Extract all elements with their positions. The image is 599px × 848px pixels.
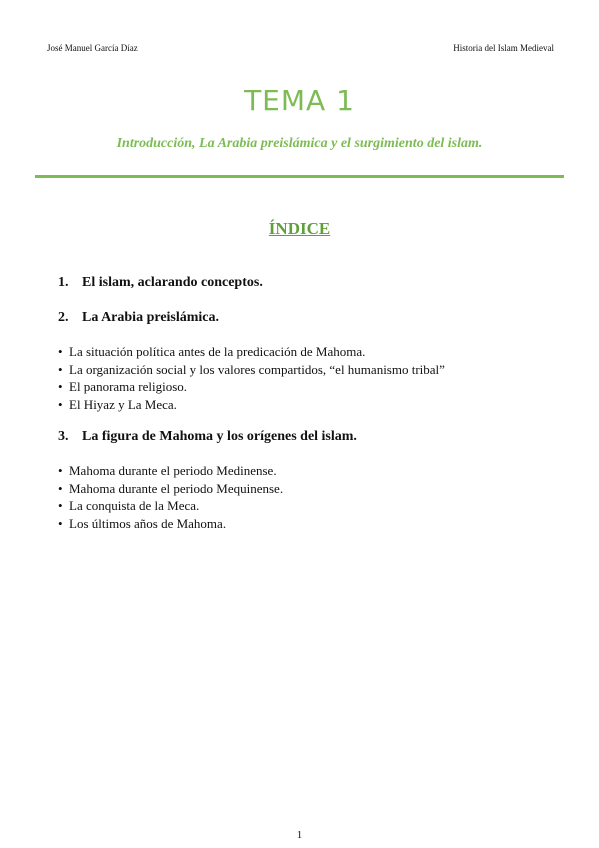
bullet-icon: • <box>58 498 63 513</box>
list-item <box>58 515 283 533</box>
list-item <box>58 462 283 480</box>
list-item <box>58 343 445 361</box>
section-heading-1 <box>58 275 263 291</box>
page-subtitle: Introducción, La Arabia preislámica y el surgimiento del islam. <box>116 136 483 151</box>
list-item-text: El panorama religioso. <box>69 379 188 394</box>
page-title: TEMA 1 <box>244 84 355 117</box>
section-3-list <box>58 462 283 532</box>
bullet-icon: • <box>58 480 63 496</box>
bullet-icon: • <box>58 463 63 478</box>
bullet-icon: • <box>58 344 63 359</box>
section-title: La figura de Mahoma y los orígenes del islam. <box>82 429 357 444</box>
list-item-text: Los últimos años de Mahoma. <box>69 515 227 531</box>
title-divider <box>35 175 564 178</box>
list-item-text: Mahoma durante el periodo Medinense. <box>69 463 277 478</box>
list-item <box>58 378 445 396</box>
bullet-icon: • <box>58 361 63 377</box>
section-title: El islam, aclarando conceptos. <box>82 275 263 290</box>
list-item-text: Mahoma durante el periodo Mequinense. <box>69 480 284 496</box>
bullet-icon: • <box>58 515 63 531</box>
section-number: 1. <box>58 275 69 290</box>
list-item <box>58 480 283 498</box>
bullet-icon: • <box>58 379 63 394</box>
section-heading-3 <box>58 429 357 445</box>
list-item-text: La organización social y los valores compartidos, “el humanismo tribal” <box>69 361 445 377</box>
list-item <box>58 396 445 414</box>
page-number: 1 <box>296 829 303 841</box>
section-number: 3. <box>58 429 69 444</box>
list-item <box>58 497 283 515</box>
header-author: José Manuel García Díaz <box>47 43 138 53</box>
list-item-text: La conquista de la Meca. <box>69 498 200 513</box>
list-item <box>58 361 445 379</box>
index-title: ÍNDICE <box>268 219 331 238</box>
section-title: La Arabia preislámica. <box>82 310 220 325</box>
section-2-list <box>58 343 445 413</box>
header-course: Historia del Islam Medieval <box>453 43 554 53</box>
bullet-icon: • <box>58 396 63 412</box>
list-item-text: La situación política antes de la predicación de Mahoma. <box>69 344 366 359</box>
section-heading-2 <box>58 310 219 326</box>
list-item-text: El Hiyaz y La Meca. <box>69 396 177 412</box>
section-number: 2. <box>58 310 69 325</box>
